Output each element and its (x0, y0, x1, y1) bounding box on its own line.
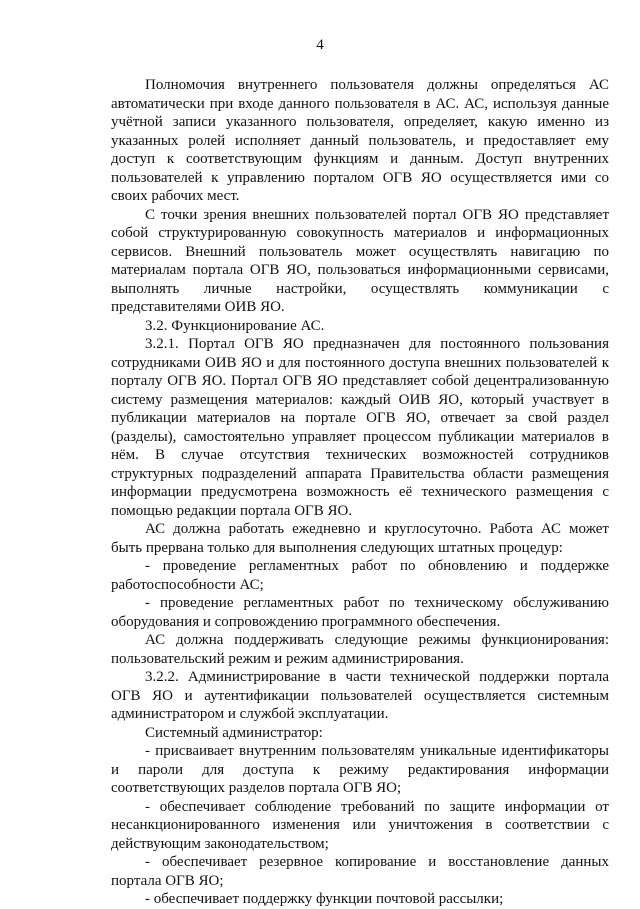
paragraph: Системный администратор: (145, 724, 323, 741)
paragraph: 3.2.1. Портал ОГВ ЯО предназначен для постоянного пользования сотрудниками ОИВ ЯО и для постоянного доступа внешних пользователей к порталу ОГВ ЯО. Портал ОГВ ЯО представляет собой децентрализованную систему размещения материалов: каждый ОИВ ЯО, который участвует в публикации материалов на портале ОГВ ЯО, отвечает за свой раздел (разделы), самостоятельно управляет процессом публикации материалов в нём. В случае отсутствия технических возможностей сотрудников структурных подразделений аппарата Правительства области размещения информации предусмотрена возможность её технического размещения с помощью редакции портала ОГВ ЯО. (111, 336, 609, 519)
list-item: - присваивает внутренним пользователям уникальные идентификаторы и пароли для доступа к режиму редактирования информации соответствующих разделов портала ОГВ ЯО; (111, 743, 609, 796)
section-heading: 3.2. Функционирование АС. (145, 317, 325, 334)
list-item: - обеспечивает поддержку функции почтовой рассылки; (145, 891, 504, 907)
list-item: - обеспечивает резервное копирование и восстановление данных портала ОГВ ЯО; (111, 854, 609, 889)
list-item: - обеспечивает соблюдение требований по защите информации от несанкционированного изменения или уничтожения в соответствии с действующим законодательством; (111, 798, 609, 852)
list-item: - проведение регламентных работ по обновлению и поддержке работоспособности АС; (111, 558, 609, 593)
body-text (111, 76, 609, 909)
page-number: 4 (316, 37, 324, 53)
paragraph: АС должна работать ежедневно и круглосуточно. Работа АС может быть прервана только для выполнения следующих штатных процедур: (111, 521, 609, 556)
paragraph: С точки зрения внешних пользователей портал ОГВ ЯО представляет собой структурированную совокупность материалов и информационных сервисов. Внешний пользователь может осуществлять навигацию по материалам портала ОГВ ЯО, пользоваться информационными сервисами, выполнять личные настройки, осуществлять коммуникации с представителями ОИВ ЯО. (111, 206, 609, 315)
list-item: - проведение регламентных работ по техническому обслуживанию оборудования и сопровождению программного обеспечения. (111, 595, 609, 630)
paragraph: АС должна поддерживать следующие режимы функционирования: пользовательский режим и режим администрирования. (111, 632, 609, 667)
paragraph: 3.2.2. Администрирование в части технической поддержки портала ОГВ ЯО и аутентификации пользователей осуществляется системным администратором и службой эксплуатации. (111, 669, 609, 722)
paragraph: Полномочия внутреннего пользователя должны определяться АС автоматически при входе данного пользователя в АС. АС, используя данные учётной записи указанного пользователя, определяет, какую именно из указанных ролей исполняет данный пользователь, и предоставляет ему доступ к соответствующим функциям и данным. Доступ внутренних пользователей к управлению порталом ОГВ ЯО осуществляется ими со своих рабочих мест. (111, 77, 609, 204)
